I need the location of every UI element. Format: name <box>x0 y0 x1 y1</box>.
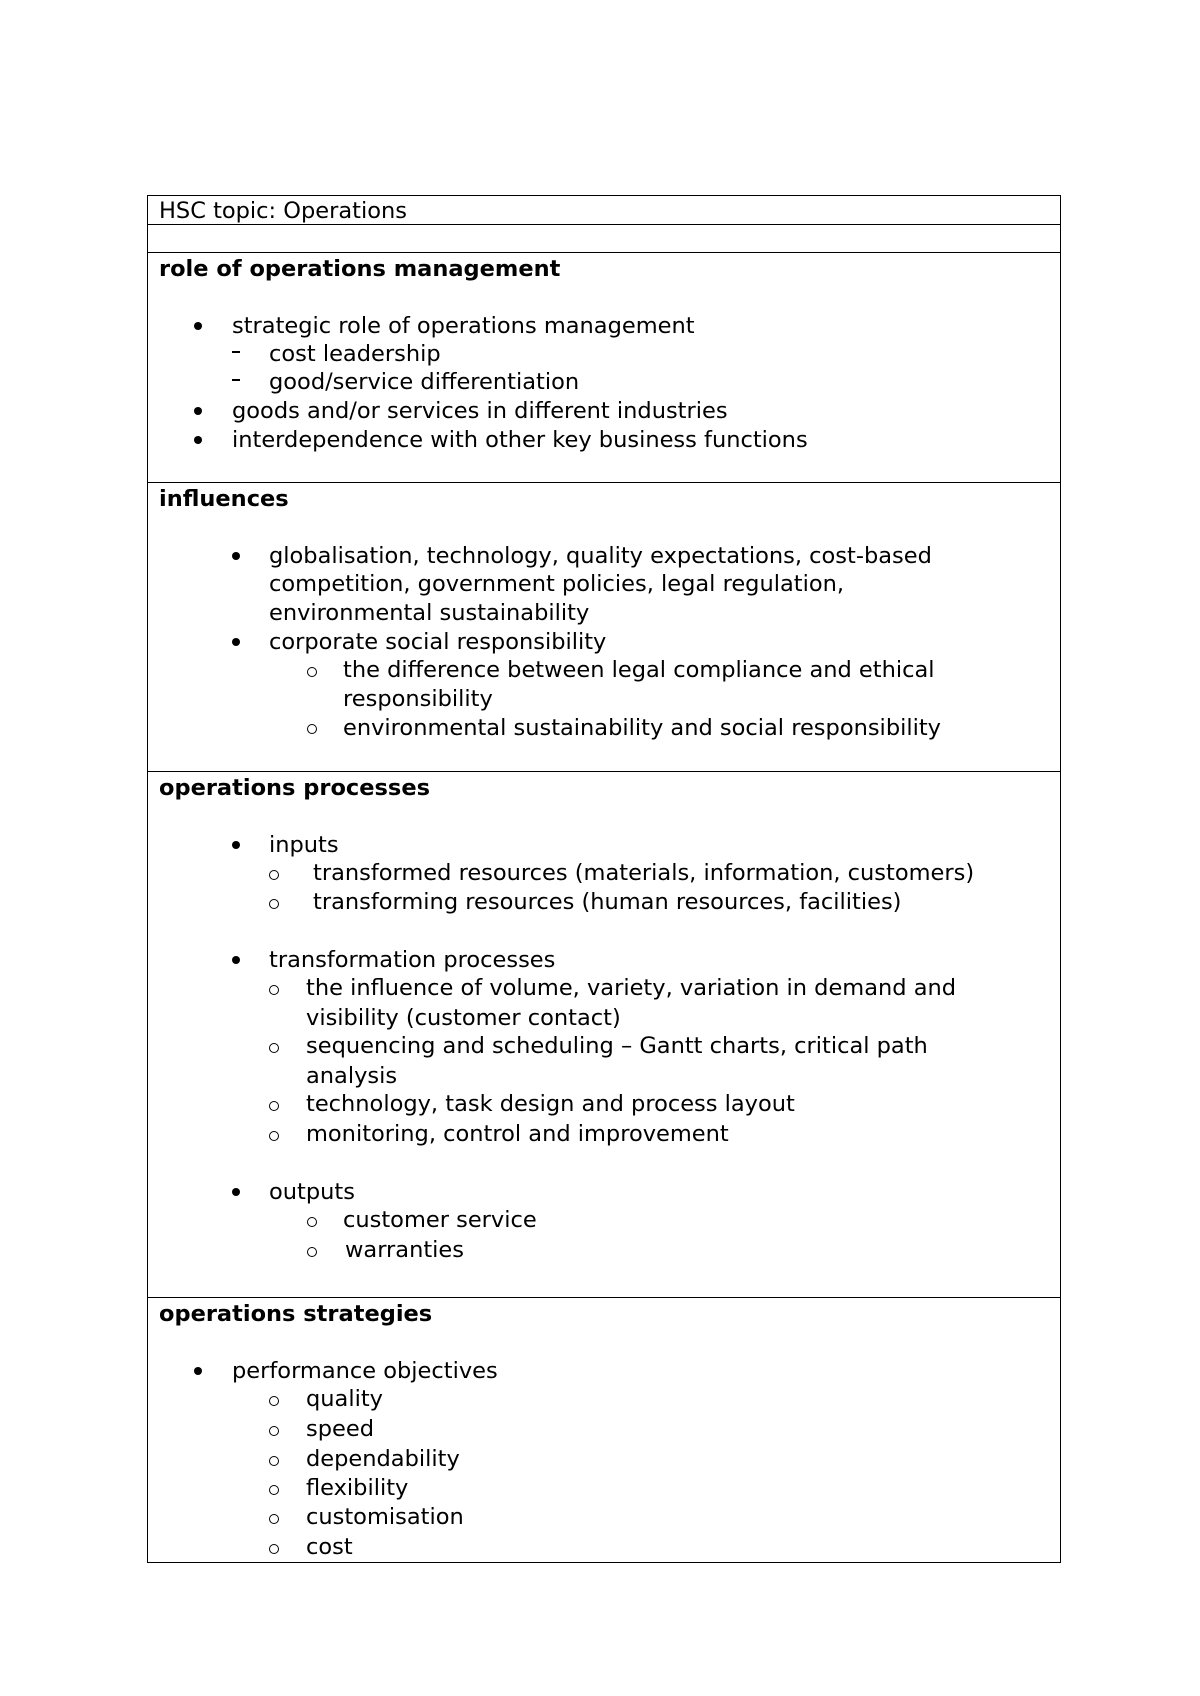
circle-bullet-icon <box>269 1426 279 1436</box>
bullet-icon <box>232 1188 240 1196</box>
list-item: sequencing and scheduling – Gantt charts, critical path <box>306 1033 928 1059</box>
list-item: environmental sustainability and social responsibility <box>343 715 941 741</box>
circle-bullet-icon <box>269 1131 279 1141</box>
list-item: flexibility <box>306 1475 409 1501</box>
circle-bullet-icon <box>269 870 279 880</box>
circle-bullet-icon <box>269 985 279 995</box>
circle-bullet-icon <box>269 1456 279 1466</box>
section-heading: operations processes <box>159 775 430 801</box>
list-item: transformed resources (materials, information, customers) <box>313 860 975 886</box>
bullet-icon <box>232 956 240 964</box>
list-item: cost <box>306 1534 353 1560</box>
list-item: globalisation, technology, quality expectations, cost-based <box>269 543 932 569</box>
list-item-continued: analysis <box>306 1063 398 1089</box>
list-item: dependability <box>306 1446 460 1472</box>
section-processes <box>148 771 1060 1298</box>
list-item-continued: competition, government policies, legal regulation, <box>269 571 845 597</box>
list-item: technology, task design and process layout <box>306 1091 795 1117</box>
list-item-continued: visibility (customer contact) <box>306 1005 621 1031</box>
bullet-icon <box>232 638 240 646</box>
section-heading: influences <box>159 486 289 512</box>
circle-bullet-icon <box>269 1043 279 1053</box>
list-item-continued: responsibility <box>343 686 493 712</box>
list-item: quality <box>306 1386 383 1412</box>
list-item: monitoring, control and improvement <box>306 1121 729 1147</box>
circle-bullet-icon <box>269 1101 279 1111</box>
circle-bullet-icon <box>307 667 317 677</box>
list-item: cost leadership <box>269 341 441 367</box>
circle-bullet-icon <box>307 1217 317 1227</box>
list-item: outputs <box>269 1179 355 1205</box>
list-item: the influence of volume, variety, variation in demand and <box>306 975 957 1001</box>
list-item: transformation processes <box>269 947 556 973</box>
list-item: the difference between legal compliance and ethical <box>343 657 935 683</box>
list-item: customisation <box>306 1504 464 1530</box>
section-role <box>148 252 1060 483</box>
bullet-icon <box>194 436 202 444</box>
dash-icon <box>232 379 240 381</box>
section-heading: role of operations management <box>159 256 561 282</box>
list-item: good/service differentiation <box>269 369 580 395</box>
list-item: transforming resources (human resources, facilities) <box>313 889 902 915</box>
list-item: customer service <box>343 1207 537 1233</box>
section-heading: operations strategies <box>159 1301 433 1327</box>
list-item: corporate social responsibility <box>269 629 607 655</box>
section-influences <box>148 482 1060 772</box>
section-strategies <box>148 1297 1060 1563</box>
list-item: performance objectives <box>232 1358 498 1384</box>
list-item: warranties <box>345 1237 464 1263</box>
syllabus-table <box>147 195 1061 1563</box>
circle-bullet-icon <box>269 1396 279 1406</box>
circle-bullet-icon <box>307 1247 317 1257</box>
circle-bullet-icon <box>269 1514 279 1524</box>
bullet-icon <box>194 1367 202 1375</box>
dash-icon <box>232 351 240 353</box>
list-item: goods and/or services in different industries <box>232 398 728 424</box>
list-item: speed <box>306 1416 374 1442</box>
circle-bullet-icon <box>269 1544 279 1554</box>
circle-bullet-icon <box>307 724 317 734</box>
page-title: HSC topic: Operations <box>159 198 407 224</box>
circle-bullet-icon <box>269 899 279 909</box>
title-row <box>148 196 1060 226</box>
bullet-icon <box>194 322 202 330</box>
list-item-continued: environmental sustainability <box>269 600 590 626</box>
bullet-icon <box>232 552 240 560</box>
bullet-icon <box>194 407 202 415</box>
list-item: interdependence with other key business functions <box>232 427 808 453</box>
circle-bullet-icon <box>269 1485 279 1495</box>
bullet-icon <box>232 841 240 849</box>
empty-row <box>148 224 1060 253</box>
list-item: inputs <box>269 832 339 858</box>
list-item: strategic role of operations management <box>232 313 695 339</box>
